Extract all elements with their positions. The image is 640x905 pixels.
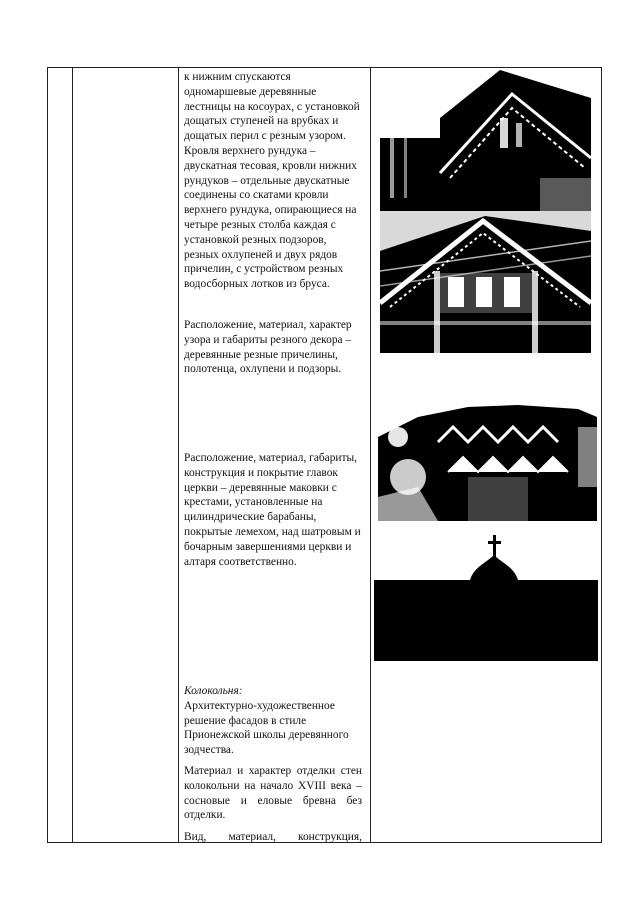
porch-description: к нижним спускаются одномаршевые деревянные лестницы на косоурах, с установкой дощатых ступеней на врубках и дощатых перил с резным узором. Кровля верхнего рундука – двускатная тесовая, кровли нижних рундуков – отдельные двускатные соединены со скатами кровли верхнего рундука, опирающиеся на четыре резных столба каждая с установкой резных подзоров, резных охлупеней и двух рядов причелин, с устройством резных водосборных лотков из бруса. [184,71,360,291]
bell-tower-section [184,684,362,758]
facade-style-text: Архитектурно-художественное решение фасадов в стиле Прионежской школы деревянного зодчества. [184,699,349,757]
carved-gable-photo [380,211,591,353]
truncated-text: Вид, материал, конструкция, [184,831,362,842]
carved-decor-description: Расположение, материал, характер узора и габариты резного декора – деревянные резные причелины, полотенца, охлупени и подзоры. [184,319,352,376]
dome-cross-photo [374,535,598,661]
domes-decor-photo [378,397,597,521]
bell-tower-heading: Колокольня: [184,685,243,697]
table-column-divider-3 [370,67,371,843]
porch-roof-photo [380,68,591,211]
wall-material-text: Материал и характер отделки стен колокольни на начало XVIII века – сосновые и еловые бревна без отделки. [184,765,362,822]
table-border-bottom [47,842,602,843]
table-column-divider-2 [178,67,179,843]
domes-description: Расположение, материал, габариты, конструкция и покрытие главок церкви – деревянные маковки с крестами, установленные на цилиндрические барабаны, покрытые лемехом, над шатровым и бочарным завершениями церкви и алтаря соответственно. [184,452,361,568]
table-border-right [601,67,602,843]
table-border-left [47,67,48,843]
table-column-divider-1 [72,67,73,843]
